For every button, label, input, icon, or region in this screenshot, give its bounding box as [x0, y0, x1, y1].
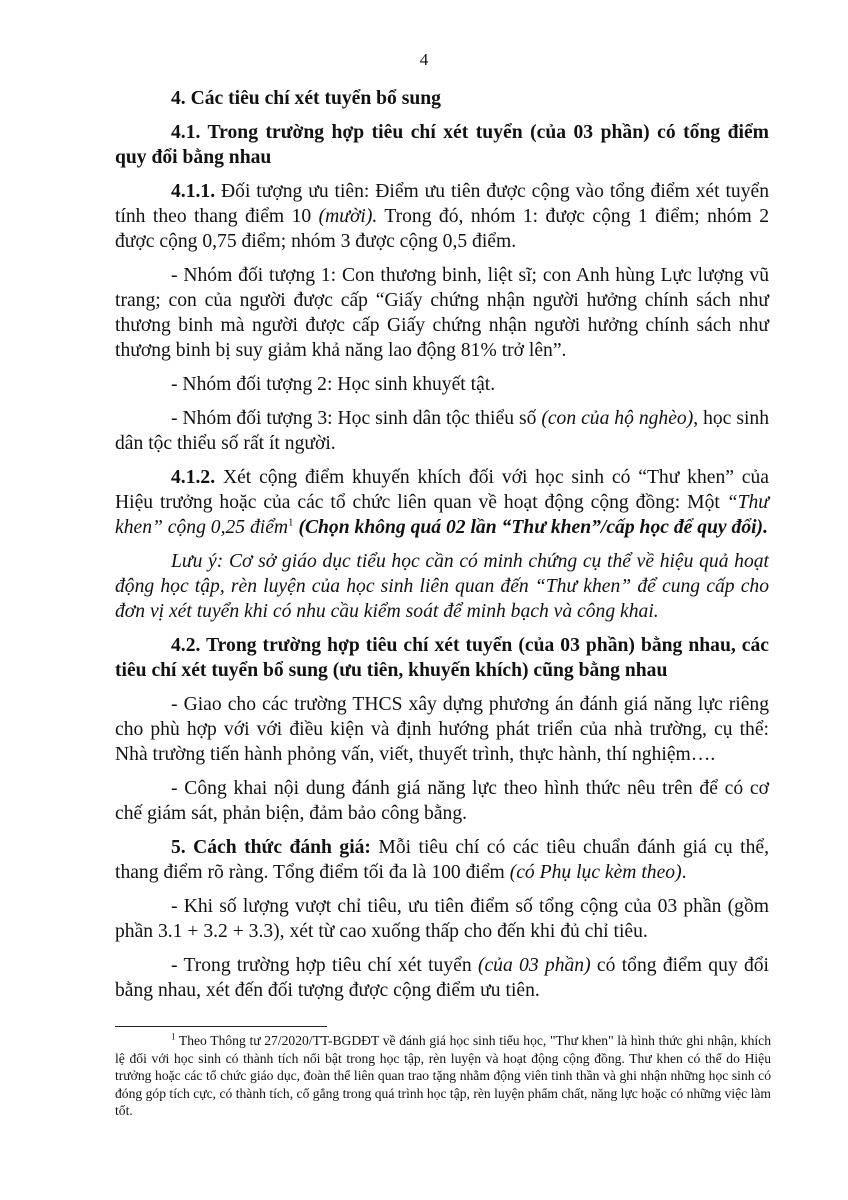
section-4-1-2-label: 4.1.2. — [171, 467, 216, 488]
section-5-paragraph-2 — [115, 953, 769, 1003]
italic-text: (con của hộ nghèo) — [541, 408, 694, 429]
text: có tổng điểm quy đổi bằng nhau, xét đến đối tượng được cộng điểm ưu tiên. — [115, 955, 769, 1001]
text: . — [681, 862, 687, 883]
section-5-label: 5. Cách thức đánh giá: — [171, 837, 371, 858]
section-4-heading: 4. Các tiêu chí xét tuyển bổ sung — [171, 88, 441, 109]
footnote-reference[interactable]: 1 — [288, 516, 294, 529]
footnote — [115, 1032, 771, 1120]
text: Đối tượng ưu tiên: Điểm ưu tiên được cộng vào tổng điểm xét tuyển tính theo thang điểm 10 — [115, 181, 769, 227]
document-body — [115, 86, 769, 1012]
footnote-number: 1 — [171, 1031, 176, 1042]
page-number: 4 — [419, 50, 429, 69]
section-4-1-1-label: 4.1.1. — [171, 181, 216, 202]
section-4-1-heading: 4.1. Trong trường hợp tiêu chí xét tuyển (của 03 phần) có tổng điểm quy đổi bằng nhau — [115, 122, 769, 168]
section-4-2-heading: 4.2. Trong trường hợp tiêu chí xét tuyển (của 03 phần) bằng nhau, các tiêu chí xét tuyển bổ sung (ưu tiên, khuyến khích) cũng bằng nhau — [115, 635, 769, 681]
italic-text: (mười). — [318, 206, 378, 227]
section-4-2-paragraph-2: - Công khai nội dung đánh giá năng lực theo hình thức nêu trên để có cơ chế giám sát, phản biện, đảm bảo công bằng. — [115, 778, 769, 824]
section-5-paragraph-1: - Khi số lượng vượt chỉ tiêu, ưu tiên điểm số tổng cộng của 03 phần (gồm phần 3.1 + 3.2 + 3.3), xét từ cao xuống thấp cho đến khi đủ chỉ tiêu. — [115, 896, 769, 942]
italic-text: “Thư khen” cộng 0,25 điểm — [115, 492, 769, 538]
italic-text: (có Phụ lục kèm theo) — [509, 862, 682, 883]
priority-group-1: - Nhóm đối tượng 1: Con thương binh, liệt sĩ; con Anh hùng Lực lượng vũ trang; con của người được cấp “Giấy chứng nhận người hưởng chính sách như thương binh mà người được cấp Giấy chứng nhận người hưởng chính sách như thương binh bị suy giảm khả năng lao động 81% trở lên”. — [115, 265, 769, 361]
priority-group-3 — [115, 406, 769, 456]
section-4-1-2-paragraph — [115, 465, 769, 540]
bold-italic-text: (Chọn không quá 02 lần “Thư khen”/cấp học để quy đổi). — [293, 517, 768, 538]
text: - Trong trường hợp tiêu chí xét tuyển — [171, 955, 478, 976]
section-4-2-paragraph-1: - Giao cho các trường THCS xây dựng phương án đánh giá năng lực riêng cho phù hợp với với điều kiện và định hướng phát triển của nhà trường, cụ thể: Nhà trường tiến hành phỏng vấn, viết, thuyết trình, thực hành, thí nghiệm…. — [115, 694, 769, 765]
text: Xét cộng điểm khuyến khích đối với học sinh có “Thư khen” của Hiệu trưởng hoặc của các tổ chức liên quan về hoạt động cộng đồng: Một — [115, 467, 769, 513]
priority-group-2: - Nhóm đối tượng 2: Học sinh khuyết tật. — [171, 374, 496, 395]
text: - Nhóm đối tượng 3: Học sinh dân tộc thiểu số — [171, 408, 542, 429]
note-paragraph: Lưu ý: Cơ sở giáo dục tiểu học cần có minh chứng cụ thể về hiệu quả hoạt động học tập, rèn luyện của học sinh liên quan đến “Thư khen” để cung cấp cho đơn vị xét tuyển khi có nhu cầu kiểm soát để minh bạch và công khai. — [115, 551, 769, 622]
text: , học sinh dân tộc thiểu số rất ít người. — [115, 408, 769, 454]
text: Trong đó, nhóm 1: được cộng 1 điểm; nhóm 2 được cộng 0,75 điểm; nhóm 3 được cộng 0,5 điểm. — [115, 206, 769, 252]
italic-text: (của 03 phần) — [477, 955, 591, 976]
footnote-text: Theo Thông tư 27/2020/TT-BGDĐT về đánh giá học sinh tiểu học, "Thư khen" là hình thức ghi nhận, khích lệ đối với học sinh có thành tích nổi bật trong học tập, rèn luyện và hoạt động cộng đồng. Thư khen có thể do Hiệu trưởng hoặc các tổ chức giáo dục, đoàn thể liên quan trao tặng nhằm động viên tinh thần và ghi nhận những học sinh có đóng góp tích cực, có thành tích, cố gắng trong quá trình học tập, rèn luyện phẩm chất, năng lực hoặc có những việc làm tốt. — [115, 1033, 771, 1119]
footnote-separator — [115, 1026, 327, 1027]
section-4-1-1-paragraph — [115, 179, 769, 254]
section-5-paragraph — [115, 835, 769, 885]
text: Mỗi tiêu chí có các tiêu chuẩn đánh giá cụ thể, thang điểm rõ ràng. Tổng điểm tối đa là 100 điểm — [115, 837, 769, 883]
